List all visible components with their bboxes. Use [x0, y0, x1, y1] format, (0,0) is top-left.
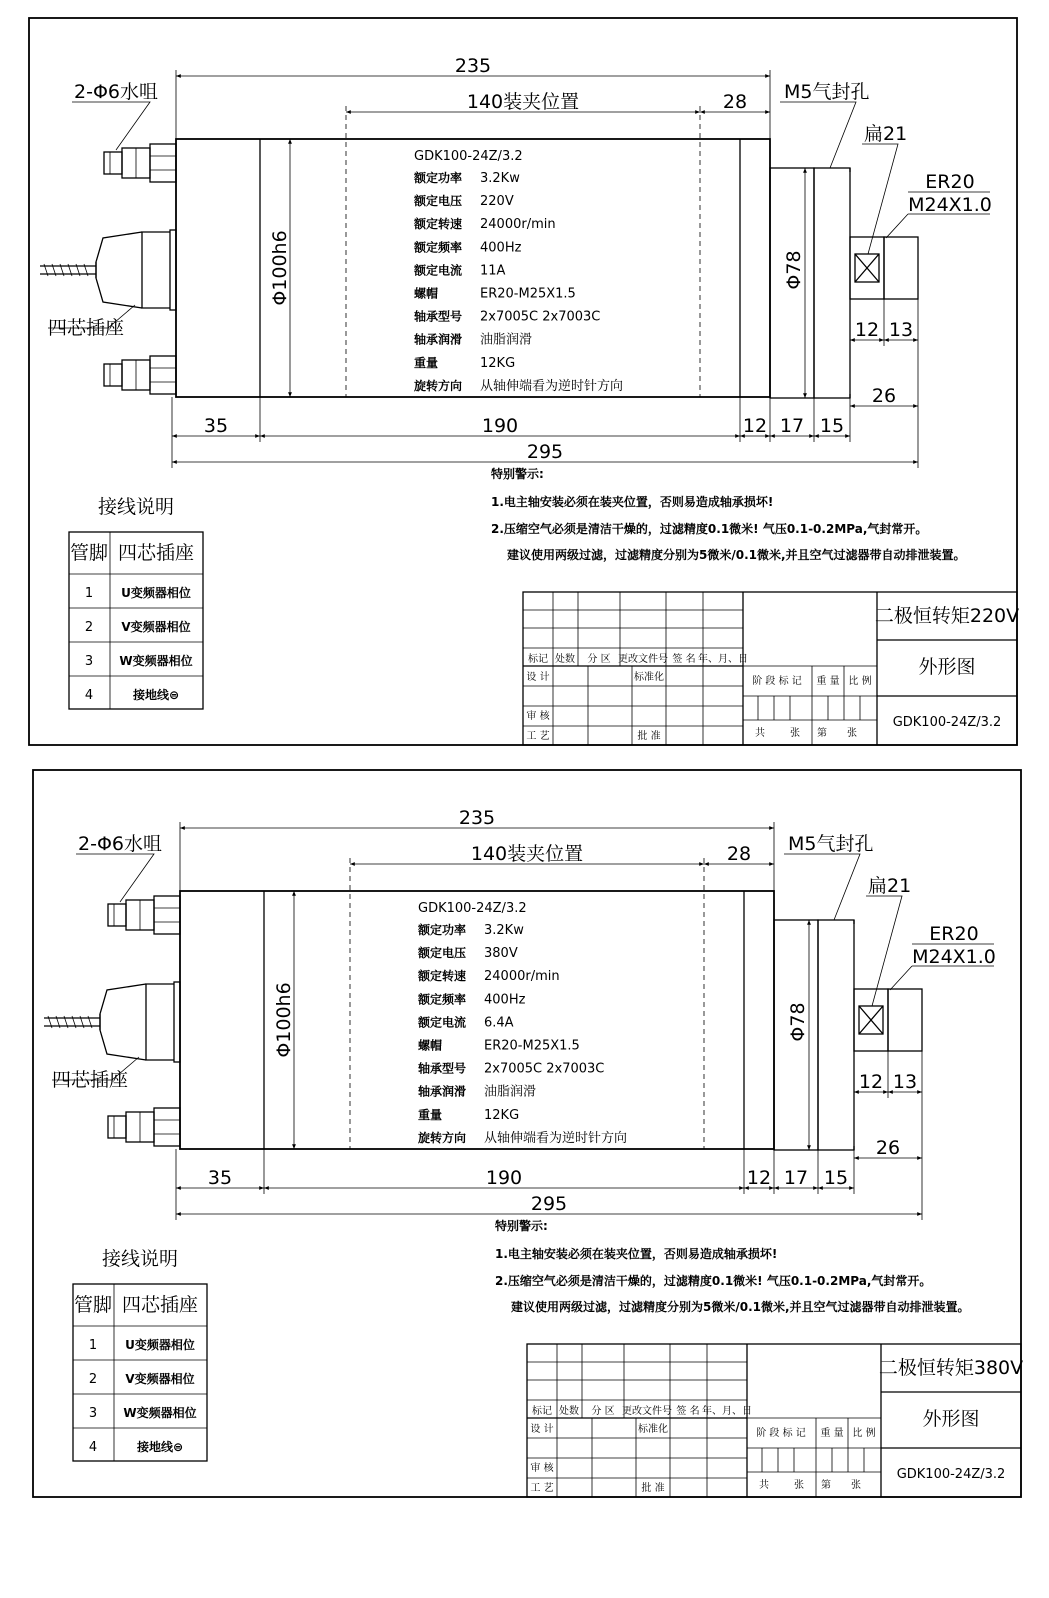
spec-value-5: ER20-M25X1.5: [484, 1038, 580, 1054]
spec-value-7: 油脂润滑: [484, 1084, 537, 1100]
title-cell-header-3: 更改文件号: [618, 654, 668, 665]
dim-35: 35: [203, 415, 229, 437]
note-2: 2.压缩空气必须是清洁干燥的，过滤精度0.1微米! 气压0.1-0.2MPa,气封常开。: [491, 522, 928, 536]
title-cell-header-3: 更改文件号: [622, 1406, 672, 1417]
spec-key-4: 额定电流: [418, 1015, 467, 1030]
spec-value-5: ER20-M25X1.5: [480, 286, 576, 302]
title-cell-review: 审 核: [530, 1463, 554, 1474]
wiring-header-socket: 四芯插座: [117, 542, 195, 564]
title-cell-sheet: 张: [851, 1480, 861, 1491]
title-cell-approve: 批 准: [637, 731, 661, 742]
dim-12-nut: 12: [854, 319, 880, 341]
socket-label: 四芯插座: [48, 317, 125, 339]
dim-17: 17: [783, 1167, 809, 1189]
note-3: 建议使用两级过滤，过滤精度分别为5微米/0.1微米,并且空气过滤器带自动排泄装置。: [511, 1300, 970, 1314]
wiring-pin-1: 1: [88, 1338, 98, 1353]
spec-value-2: 24000r/min: [484, 969, 560, 985]
dim-190: 190: [485, 1167, 523, 1189]
title-cell-total: 共: [759, 1480, 769, 1491]
dim-35: 35: [207, 1167, 233, 1189]
spec-value-8: 12KG: [480, 355, 516, 371]
title-cell-sheets: 张: [790, 728, 800, 739]
dim-295: 295: [526, 441, 564, 463]
title-cell-process: 工 艺: [530, 1483, 554, 1494]
title-cell-header-1: 处数: [559, 1406, 579, 1417]
title-cell-total: 共: [755, 728, 765, 739]
title-cell-header-5: 年、月、日: [702, 1406, 752, 1417]
title-block-number: GDK100-24Z/3.2: [892, 715, 1002, 730]
dim-26: 26: [875, 1137, 901, 1159]
spec-key-3: 额定频率: [418, 992, 467, 1007]
wiring-pin-4: 4: [88, 1440, 98, 1455]
wiring-pin-2: 2: [84, 620, 94, 635]
note-1: 1.电主轴安装必须在装夹位置，否则易造成轴承损坏!: [491, 495, 774, 509]
water-nozzle-label: 2-Φ6水咀: [74, 81, 158, 103]
spec-key-9: 旋转方向: [418, 1130, 467, 1145]
spec-key-7: 轴承润滑: [418, 1084, 467, 1099]
spec-key-8: 重量: [418, 1107, 443, 1122]
title-cell-standard: 标准化: [634, 672, 664, 683]
wiring-header-pin: 管脚: [69, 542, 109, 564]
spec-key-6: 轴承型号: [414, 309, 463, 324]
m24-label: M24X1.0: [912, 946, 996, 968]
wiring-header-pin: 管脚: [73, 1294, 113, 1316]
dim-13-nut: 13: [888, 319, 914, 341]
diameter-78-label: Φ78: [783, 250, 805, 290]
title-cell-standard: 标准化: [638, 1424, 668, 1435]
wiring-phase-3: W变频器相位: [123, 1406, 197, 1420]
air-seal-hole-label: M5气封孔: [784, 81, 870, 103]
wiring-phase-1: U变频器相位: [121, 586, 191, 600]
wiring-phase-4: 接地线⊜: [132, 688, 180, 702]
spec-key-3: 额定频率: [414, 240, 463, 255]
sheet-1-text: [48, 55, 1019, 742]
note-1: 1.电主轴安装必须在装夹位置，否则易造成轴承损坏!: [495, 1247, 778, 1261]
title-cell-scale: 比 例: [852, 1428, 876, 1439]
title-cell-no: 第: [817, 728, 827, 739]
dim-12: 12: [746, 1167, 772, 1189]
spec-key-8: 重量: [414, 355, 439, 370]
title-cell-header-2: 分 区: [587, 654, 611, 665]
wiring-title: 接线说明: [97, 496, 175, 518]
dim-12-nut: 12: [858, 1071, 884, 1093]
socket-label: 四芯插座: [52, 1069, 129, 1091]
wiring-phase-4: 接地线⊜: [136, 1440, 184, 1454]
title-cell-weight: 重 量: [816, 676, 840, 687]
spec-key-7: 轴承润滑: [414, 332, 463, 347]
sheet-2-text: [52, 807, 1023, 1494]
dim-12: 12: [742, 415, 768, 437]
spec-value-0: 3.2Kw: [484, 923, 524, 938]
flat-21-label: 扁21: [864, 123, 908, 145]
spec-value-8: 12KG: [484, 1107, 520, 1123]
spec-value-4: 6.4A: [484, 1015, 514, 1031]
water-nozzle-label: 2-Φ6水咀: [78, 833, 162, 855]
title-cell-header-4: 签 名: [676, 1406, 700, 1417]
notes-heading: 特别警示:: [491, 467, 544, 481]
diameter-100-label: Φ100h6: [269, 230, 291, 306]
spec-value-6: 2x7005C 2x7003C: [480, 309, 601, 325]
title-cell-header-2: 分 区: [591, 1406, 615, 1417]
title-block-title: 二极恒转矩380V: [878, 1357, 1024, 1379]
spec-key-0: 额定功率: [414, 171, 463, 185]
title-block-title: 二极恒转矩220V: [874, 605, 1020, 627]
wiring-phase-2: V变频器相位: [125, 1372, 195, 1386]
dim-17: 17: [779, 415, 805, 437]
title-cell-sheet: 张: [847, 728, 857, 739]
note-3: 建议使用两级过滤，过滤精度分别为5微米/0.1微米,并且空气过滤器带自动排泄装置。: [507, 548, 966, 562]
model-number: GDK100-24Z/3.2: [418, 901, 527, 916]
spec-key-9: 旋转方向: [414, 378, 463, 393]
dim-15: 15: [819, 415, 845, 437]
er20-label: ER20: [925, 171, 975, 193]
model-number: GDK100-24Z/3.2: [414, 149, 523, 164]
dim-15: 15: [823, 1167, 849, 1189]
wiring-phase-1: U变频器相位: [125, 1338, 195, 1352]
dim-235: 235: [458, 807, 496, 829]
title-cell-approve: 批 准: [641, 1483, 665, 1494]
title-cell-header-4: 签 名: [672, 654, 696, 665]
dim-28: 28: [726, 843, 752, 865]
dim-140-clamp: 140装夹位置: [470, 843, 584, 865]
title-cell-header-1: 处数: [555, 654, 575, 665]
wiring-phase-3: W变频器相位: [119, 654, 193, 668]
spec-value-3: 400Hz: [484, 992, 526, 1008]
flat-21-label: 扁21: [868, 875, 912, 897]
spec-value-2: 24000r/min: [480, 217, 556, 233]
title-cell-stage: 阶 段 标 记: [752, 676, 802, 687]
spec-value-9: 从轴伸端看为逆时针方向: [484, 1130, 628, 1146]
title-cell-review: 审 核: [526, 711, 550, 722]
title-cell-no: 第: [821, 1480, 831, 1491]
spec-value-7: 油脂润滑: [480, 332, 533, 348]
spec-value-6: 2x7005C 2x7003C: [484, 1061, 605, 1077]
spec-value-4: 11A: [480, 263, 506, 279]
dim-26: 26: [871, 385, 897, 407]
title-block-number: GDK100-24Z/3.2: [896, 1467, 1006, 1482]
spec-value-9: 从轴伸端看为逆时针方向: [480, 378, 624, 394]
title-cell-sheets: 张: [794, 1480, 804, 1491]
spec-key-5: 螺帽: [418, 1038, 443, 1053]
spec-key-6: 轴承型号: [418, 1061, 467, 1076]
title-cell-design: 设 计: [526, 672, 550, 683]
spec-key-1: 额定电压: [418, 946, 467, 961]
diameter-78-label: Φ78: [787, 1002, 809, 1042]
dim-190: 190: [481, 415, 519, 437]
wiring-pin-3: 3: [88, 1406, 98, 1421]
title-cell-design: 设 计: [530, 1424, 554, 1435]
title-cell-header-5: 年、月、日: [698, 654, 748, 665]
wiring-pin-2: 2: [88, 1372, 98, 1387]
dim-13-nut: 13: [892, 1071, 918, 1093]
wiring-pin-1: 1: [84, 586, 94, 601]
note-2: 2.压缩空气必须是清洁干燥的，过滤精度0.1微米! 气压0.1-0.2MPa,气封常开。: [495, 1274, 932, 1288]
m24-label: M24X1.0: [908, 194, 992, 216]
title-cell-header-0: 标记: [532, 1406, 552, 1417]
title-block-drawing-type: 外形图: [922, 1408, 980, 1430]
spec-key-4: 额定电流: [414, 263, 463, 278]
title-cell-weight: 重 量: [820, 1428, 844, 1439]
er20-label: ER20: [929, 923, 979, 945]
wiring-phase-2: V变频器相位: [121, 620, 191, 634]
dim-140-clamp: 140装夹位置: [466, 91, 580, 113]
title-cell-scale: 比 例: [848, 676, 872, 687]
spec-key-5: 螺帽: [414, 286, 439, 301]
wiring-pin-4: 4: [84, 688, 94, 703]
spec-key-0: 额定功率: [418, 923, 467, 937]
wiring-header-socket: 四芯插座: [121, 1294, 199, 1316]
notes-heading: 特别警示:: [495, 1219, 548, 1233]
title-cell-stage: 阶 段 标 记: [756, 1428, 806, 1439]
spec-key-1: 额定电压: [414, 194, 463, 209]
title-block-drawing-type: 外形图: [918, 656, 976, 678]
dim-28: 28: [722, 91, 748, 113]
dim-235: 235: [454, 55, 492, 77]
diameter-100-label: Φ100h6: [273, 982, 295, 1058]
wiring-title: 接线说明: [101, 1248, 179, 1270]
spec-value-3: 400Hz: [480, 240, 522, 256]
spec-key-2: 额定转速: [414, 217, 463, 232]
spec-value-1: 220V: [480, 194, 514, 210]
spec-value-1: 380V: [484, 946, 518, 962]
spec-key-2: 额定转速: [418, 969, 467, 984]
wiring-pin-3: 3: [84, 654, 94, 669]
title-cell-process: 工 艺: [526, 731, 550, 742]
spec-value-0: 3.2Kw: [480, 171, 520, 186]
sheets-text: [48, 55, 1023, 1494]
dim-295: 295: [530, 1193, 568, 1215]
title-cell-header-0: 标记: [528, 654, 548, 665]
air-seal-hole-label: M5气封孔: [788, 833, 874, 855]
